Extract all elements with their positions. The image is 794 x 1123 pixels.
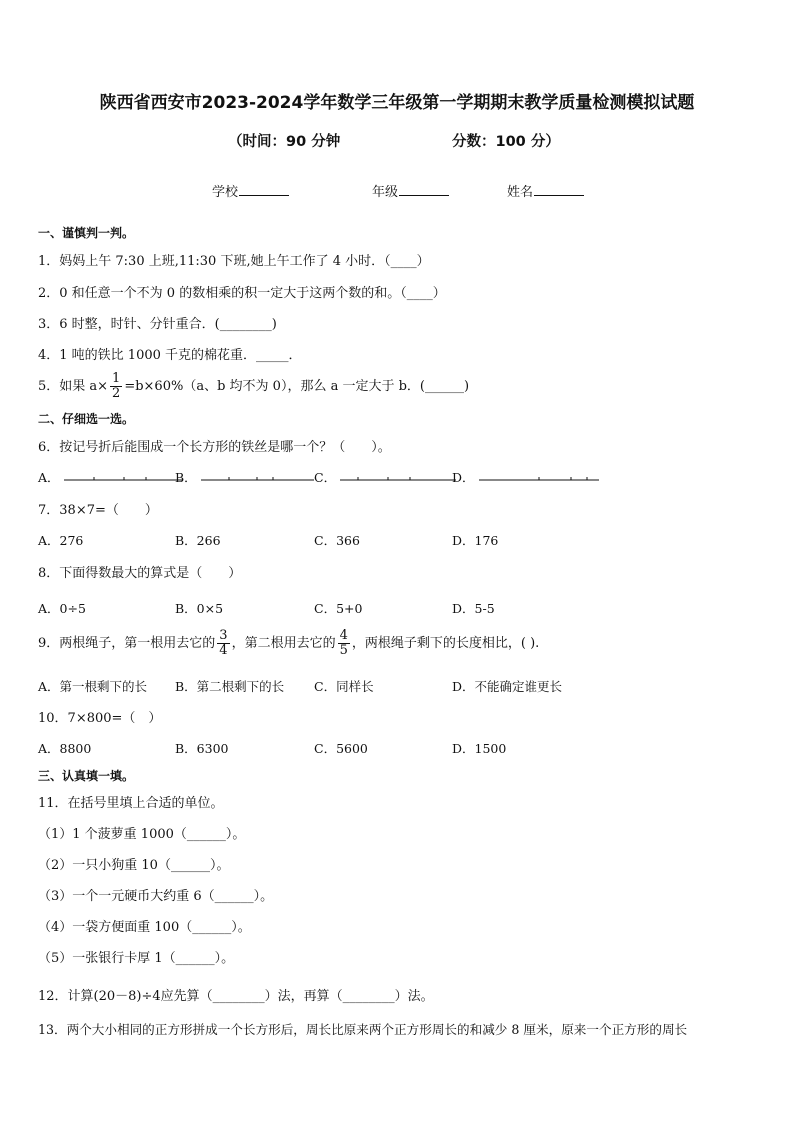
wire-a-figure [64,474,184,484]
fraction-denominator: 2 [112,386,121,401]
q6-option-c-label: C． [314,470,337,485]
q11-item-5: （5）一张银行卡厚 1（______）。 [38,951,235,966]
fraction-denominator: 5 [339,643,348,658]
fraction-one-half [110,372,122,401]
question-7: 7．38×7=（ ） [38,503,158,518]
q6-option-a[interactable] [38,468,184,486]
q6-option-a-label: A． [38,470,60,485]
question-4: 4．1 吨的铁比 1000 千克的棉花重．_____． [38,348,302,363]
wire-d-figure [479,474,601,484]
question-12: 12．计算(20－8)÷4应先算（________）法，再算（________）法。 [38,989,434,1004]
question-11: 11．在括号里填上合适的单位。 [38,796,224,811]
grade-blank[interactable] [399,183,449,196]
q9-option-b[interactable]: B．第二根剩下的长 [175,679,285,694]
wire-c-figure [340,474,458,484]
q10-option-c[interactable]: C．5600 [314,741,368,756]
wire-b-figure [201,474,316,484]
section-2-heading: 二、仔细选一选。 [38,412,135,426]
name-field [507,181,584,200]
q6-option-d-label: D． [452,470,475,485]
school-blank[interactable] [239,183,289,196]
school-field [212,181,289,200]
q9-option-c[interactable]: C．同样长 [314,679,374,694]
question-1: 1．妈妈上午 7:30 上班,11:30 下班,她上午工作了 4 小时．（____） [38,254,430,269]
name-blank[interactable] [534,183,584,196]
question-8: 8．下面得数最大的算式是（ ） [38,566,242,581]
question-9-pre: 9．两根绳子，第一根用去它的 [38,636,216,651]
q10-option-b[interactable]: B．6300 [175,741,229,756]
q11-item-3: （3）一个一元硬币大约重 6（______）。 [38,889,274,904]
question-5 [38,372,469,401]
q8-option-d[interactable]: D．5-5 [452,601,495,616]
q8-option-a[interactable]: A．0÷5 [38,601,86,616]
q8-option-b[interactable]: B．0×5 [175,601,224,616]
q6-option-d[interactable] [452,468,601,486]
q8-option-c[interactable]: C．5+0 [314,601,363,616]
score-label: 分数：100 分） [452,134,560,150]
fraction-four-fifths [338,629,350,658]
q7-option-a[interactable]: A．276 [38,533,84,548]
time-label: （时间：90 分钟 [228,134,341,150]
fraction-denominator: 4 [219,643,228,658]
q9-option-d[interactable]: D．不能确定谁更长 [452,679,563,694]
section-3-heading: 三、认真填一填。 [38,769,135,783]
question-13: 13．两个大小相同的正方形拼成一个长方形后，周长比原来两个正方形周长的和减少 8 厘米，原来一个正方形的周长 [38,1022,688,1037]
section-1-heading: 一、谨慎判一判。 [38,226,135,240]
school-label: 学校 [212,185,239,200]
name-label: 姓名 [507,185,534,200]
q6-option-b[interactable] [175,468,316,486]
fraction-numerator: 1 [112,371,121,386]
q7-option-c[interactable]: C．366 [314,533,360,548]
grade-label: 年级 [372,185,399,200]
question-3: 3．6 时整，时针、分针重合．(________) [38,317,277,332]
question-10: 10．7×800=（ ） [38,711,162,726]
q10-option-a[interactable]: A．8800 [38,741,92,756]
question-2: 2．0 和任意一个不为 0 的数相乘的积一定大于这两个数的和。（____） [38,286,446,301]
q6-option-c[interactable] [314,468,458,486]
question-9-mid: ，第二根用去它的 [231,636,336,651]
question-9-post: ，两根绳子剩下的长度相比，( ). [351,636,540,651]
fraction-three-quarters [217,629,229,658]
q11-item-4: （4）一袋方便面重 100（______）。 [38,920,251,935]
exam-title: 陕西省西安市2023-2024学年数学三年级第一学期期末教学质量检测模拟试题 [99,93,695,113]
question-5-post: =b×60%（a、b 均不为 0），那么 a 一定大于 b．(______) [124,379,470,394]
q7-option-d[interactable]: D．176 [452,533,499,548]
q10-option-d[interactable]: D．1500 [452,741,507,756]
question-5-pre: 5．如果 a× [38,379,109,394]
fraction-numerator: 3 [219,628,228,643]
q9-option-a[interactable]: A．第一根剩下的长 [38,679,148,694]
question-6: 6．按记号折后能围成一个长方形的铁丝是哪一个？（ ）。 [38,440,391,455]
q11-item-2: （2）一只小狗重 10（______）。 [38,858,230,873]
fraction-numerator: 4 [339,628,348,643]
grade-field [372,181,449,200]
question-9 [38,629,539,658]
q6-option-b-label: B． [175,470,197,485]
q11-item-1: （1）1 个菠萝重 1000（______）。 [38,827,246,842]
q7-option-b[interactable]: B．266 [175,533,221,548]
